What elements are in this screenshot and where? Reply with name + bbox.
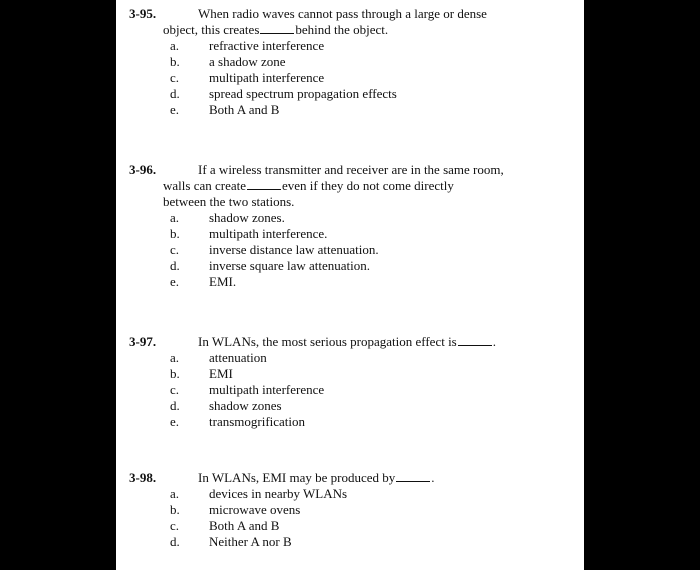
option-text: attenuation [209, 350, 267, 365]
answer-option [116, 70, 584, 86]
option-letter: e. [170, 274, 180, 289]
option-text: multipath interference [209, 70, 325, 85]
option-text: shadow zones. [209, 210, 285, 225]
option-text: multipath interference. [209, 226, 328, 241]
option-letter: a. [170, 350, 180, 365]
option-text: inverse square law attenuation. [209, 258, 370, 273]
option-letter: a. [170, 486, 180, 501]
answer-option [116, 382, 584, 398]
option-letter: c. [170, 242, 180, 257]
answer-option [116, 366, 584, 382]
question-stem-continued: between the two stations. [163, 194, 295, 209]
option-text: multipath interference [209, 382, 325, 397]
option-letter: b. [170, 54, 180, 69]
question-stem-continued: object, this creates behind the object. [163, 22, 389, 37]
answer-option [116, 398, 584, 414]
question-stem: When radio waves cannot pass through a large or dense [198, 6, 487, 21]
question-stem-continued: walls can create even if they do not come directly [163, 178, 454, 193]
answer-option [116, 518, 584, 534]
option-letter: b. [170, 366, 180, 381]
answer-option [116, 210, 584, 226]
option-text: microwave ovens [209, 502, 301, 517]
question-number: 3-97. [129, 334, 157, 349]
question-number: 3-96. [129, 162, 157, 177]
answer-blank [396, 470, 430, 482]
option-text: EMI. [209, 274, 237, 289]
question-stem: In WLANs, the most serious propagation effect is . [198, 334, 496, 349]
option-text: transmogrification [209, 414, 306, 429]
option-letter: e. [170, 102, 180, 117]
answer-option [116, 350, 584, 366]
question-stem: If a wireless transmitter and receiver are in the same room, [198, 162, 504, 177]
option-letter: a. [170, 38, 180, 53]
option-letter: b. [170, 226, 180, 241]
answer-option [116, 534, 584, 550]
option-text: EMI [209, 366, 233, 381]
option-text: devices in nearby WLANs [209, 486, 348, 501]
question-3-95 [116, 6, 584, 118]
question-number: 3-95. [129, 6, 157, 21]
option-letter: d. [170, 534, 180, 549]
option-text: spread spectrum propagation effects [209, 86, 397, 101]
option-letter: c. [170, 70, 180, 85]
answer-option [116, 102, 584, 118]
answer-option [116, 38, 584, 54]
answer-option [116, 414, 584, 430]
option-letter: d. [170, 86, 180, 101]
answer-option [116, 54, 584, 70]
option-text: inverse distance law attenuation. [209, 242, 379, 257]
option-text: shadow zones [209, 398, 282, 413]
question-3-96 [116, 162, 584, 290]
question-stem: In WLANs, EMI may be produced by . [198, 470, 435, 485]
answer-option [116, 258, 584, 274]
question-3-97 [116, 334, 584, 430]
answer-blank [260, 22, 294, 34]
option-text: a shadow zone [209, 54, 286, 69]
option-text: Neither A nor B [209, 534, 292, 549]
option-text: refractive interference [209, 38, 325, 53]
option-letter: a. [170, 210, 180, 225]
option-letter: c. [170, 518, 180, 533]
question-3-98 [116, 470, 584, 550]
answer-option [116, 86, 584, 102]
option-letter: d. [170, 398, 180, 413]
answer-blank [458, 334, 492, 346]
option-letter: c. [170, 382, 180, 397]
answer-option [116, 242, 584, 258]
question-number: 3-98. [129, 470, 157, 485]
answer-option [116, 486, 584, 502]
answer-option [116, 274, 584, 290]
answer-option [116, 226, 584, 242]
answer-blank [247, 178, 281, 190]
option-letter: e. [170, 414, 180, 429]
answer-option [116, 502, 584, 518]
option-letter: b. [170, 502, 180, 517]
option-text: Both A and B [209, 518, 280, 533]
option-letter: d. [170, 258, 180, 273]
option-text: Both A and B [209, 102, 280, 117]
document-page [116, 0, 584, 570]
